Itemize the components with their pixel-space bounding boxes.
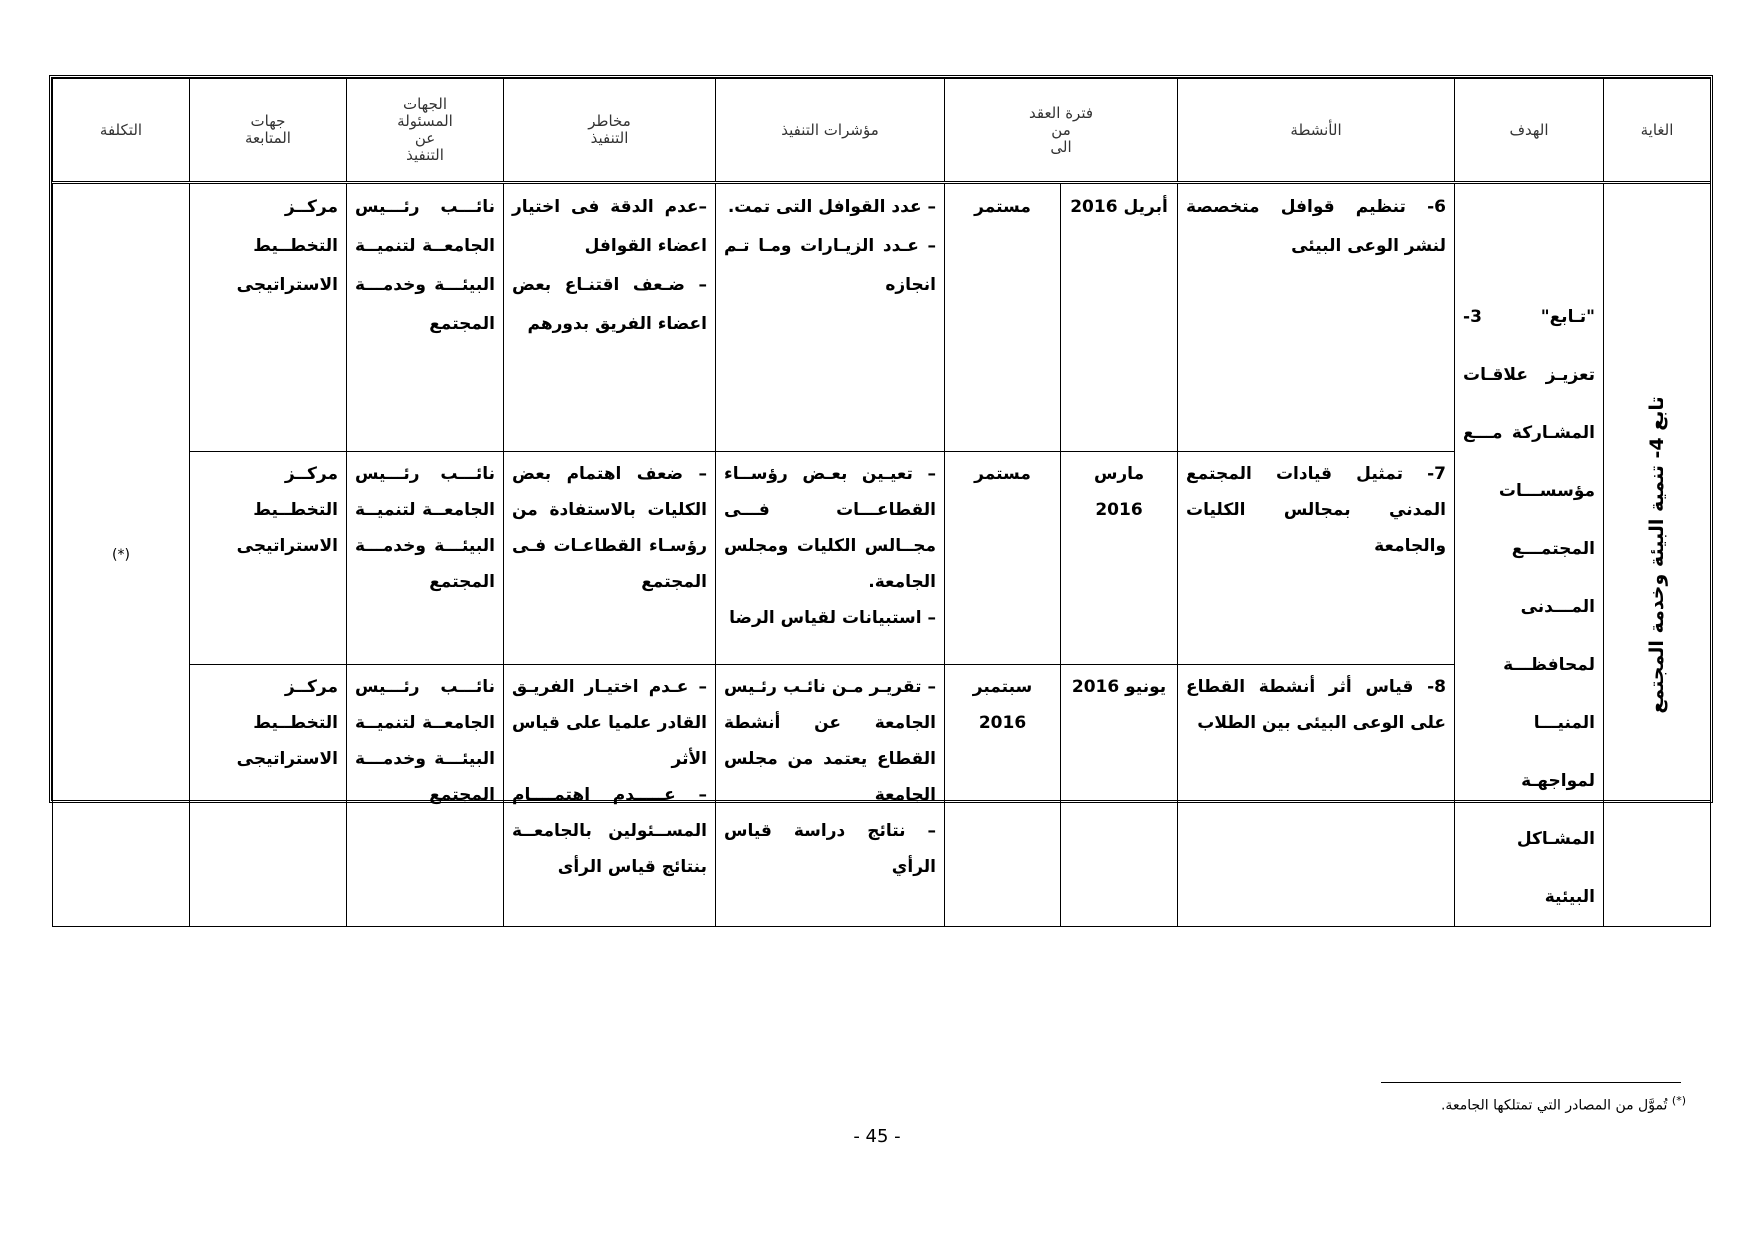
table-row (53, 183, 1711, 452)
page-number: - 45 - (853, 1126, 901, 1147)
to-cell: مستمر (945, 451, 1061, 664)
header-goal: الغاية (1604, 79, 1711, 183)
strategic-plan-table (52, 78, 1711, 927)
followup-cell: مركــز التخطــيط الاستراتيجى (190, 451, 347, 664)
header-indicators: مؤشرات التنفيذ (716, 79, 945, 183)
responsible-cell: نائـــب رئـــيس الجامعــة لتنميــة البيئـــة وخدمـــة المجتمع (347, 665, 504, 927)
followup-cell: مركــز التخطــيط الاستراتيجى (190, 183, 347, 452)
to-cell: مستمر (945, 183, 1061, 452)
from-cell: يونيو 2016 (1061, 665, 1178, 927)
footnote (1300, 1094, 1686, 1114)
header-cost: التكلفة (53, 79, 190, 183)
footnote-marker: (*) (1671, 1094, 1686, 1107)
goal-cell (1604, 183, 1711, 927)
objective-cell (1455, 183, 1604, 927)
header-responsible: الجهات المسئولة عن التنفيذ (347, 79, 504, 183)
footnote-text: تُموَّل من المصادر التي تمتلكها الجامعة. (1440, 1097, 1668, 1114)
activity-cell: 6- تنظيم قوافل متخصصة لنشر الوعى البيئى (1178, 183, 1455, 452)
risks-cell: – عـدم اختيـار الفريـق القادر علميا على قياس الأثر – عـــــدم اهتمــــام المســئولين بالجامعــة بنتائج قياس الرأى (504, 665, 716, 927)
header-objective: الهدف (1455, 79, 1604, 183)
responsible-cell: نائـــب رئـــيس الجامعــة لتنميــة البيئـــة وخدمـــة المجتمع (347, 183, 504, 452)
header-risks: مخاطر التنفيذ (504, 79, 716, 183)
cost-cell (53, 183, 190, 927)
followup-cell: مركــز التخطــيط الاستراتيجى (190, 665, 347, 927)
header-activities: الأنشطة (1178, 79, 1455, 183)
footnote-separator (1381, 1082, 1681, 1083)
header-period: فترة العقد من الى (945, 79, 1178, 183)
risks-cell: – ضعف اهتمام بعض الكليات بالاستفادة من رؤسـاء القطاعـات فـى المجتمع (504, 451, 716, 664)
from-cell: مارس 2016 (1061, 451, 1178, 664)
indicators-cell: – تقريـر مـن نائـب رئـيس الجامعة عن أنشطة القطاع يعتمد من مجلس الجامعة – نتائج دراسة قياس الرأي (716, 665, 945, 927)
goal-text: تابع 4- تنمية البيئة وخدمة المجتمع (1646, 396, 1669, 714)
header-followup: جهات المتابعة (190, 79, 347, 183)
activity-cell: 7- تمثيل قيادات المجتمع المدني بمجالس الكليات والجامعة (1178, 451, 1455, 664)
risks-cell: –عدم الدقة فى اختيار اعضاء القوافل – ضـعف اقتنـاع بعض اعضاء الفريق بدورهم (504, 183, 716, 452)
indicators-cell: – عدد القوافل التى تمت. – عـدد الزيـارات ومـا تـم انجازه (716, 183, 945, 452)
objective-text: "تـابع" 3- تعزيـز علاقـات المشـاركة مـــع مؤسســـات المجتمـــع المـــدنى لمحافظـــة المنيـــا لمواجهـة المشـاكل البيئية (1463, 307, 1596, 907)
to-cell: سبتمبر 2016 (945, 665, 1061, 927)
responsible-cell: نائـــب رئـــيس الجامعــة لتنميــة البيئـــة وخدمـــة المجتمع (347, 451, 504, 664)
cost-note-marker: (*) (112, 547, 130, 563)
indicators-cell: – تعيـين بعـض رؤســاء القطاعـــات فـــى مجــالس الكليات ومجلس الجامعة. – استبيانات لقياس الرضا (716, 451, 945, 664)
activity-cell: 8- قياس أثر أنشطة القطاع على الوعى البيئى بين الطلاب (1178, 665, 1455, 927)
from-cell: أبريل 2016 (1061, 183, 1178, 452)
table-header-row (53, 79, 1711, 183)
